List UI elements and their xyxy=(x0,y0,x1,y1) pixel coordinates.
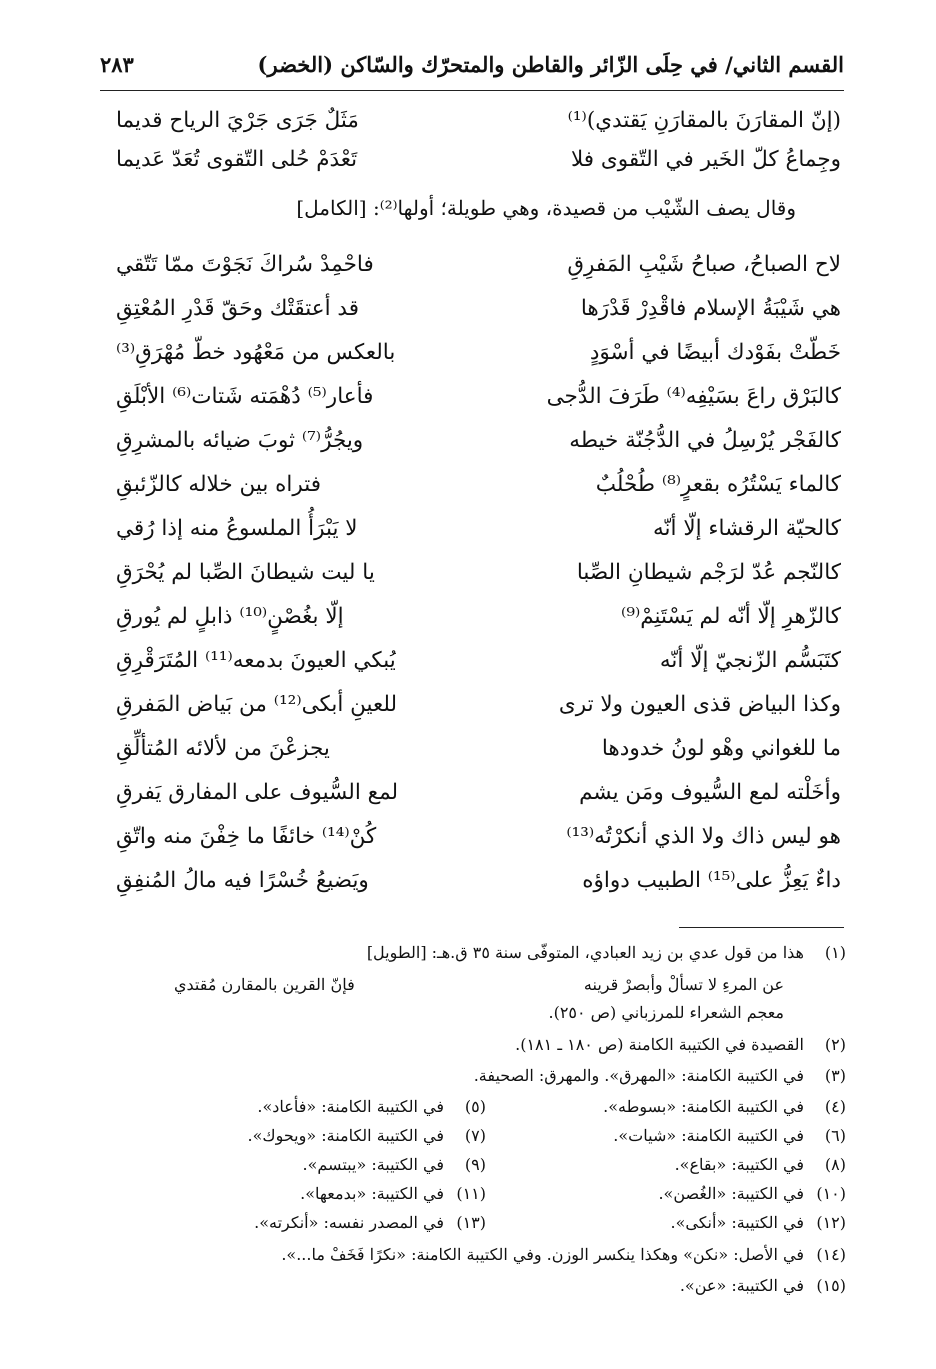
footnote-text: في الكتيبة: «الغُصن». xyxy=(658,1184,804,1203)
footnote-number: (٦) xyxy=(824,1126,846,1145)
first-hemistich: وكذا البياض قذى العيون ولا ترى xyxy=(558,692,841,717)
footnote-text: في الكتيبة الكامنة: «فأعاد». xyxy=(257,1097,444,1116)
poem-verse xyxy=(116,472,841,512)
poem-verse xyxy=(116,384,841,424)
footnote-number: (١) xyxy=(824,943,846,962)
first-hemistich: كالحيّة الرقشاء إلّا أنّه xyxy=(653,516,841,541)
footnote-number: (١٥) xyxy=(816,1276,846,1295)
first-hemistich: هو ليس ذاك ولا الذي أنكرْتُه⁽¹³⁾ xyxy=(566,824,841,849)
poem-verse xyxy=(116,648,841,688)
first-hemistich: كالنّجم عُدّ لرَجْم شيطانِ الصِّبا xyxy=(576,560,841,585)
second-hemistich: لمع السُّيوف على المفارق يَفرقِ xyxy=(116,780,399,805)
poem-verse xyxy=(116,604,841,644)
poem-verse xyxy=(116,736,841,776)
footnote xyxy=(86,1276,846,1302)
page-number: ٢٨٣ xyxy=(100,52,134,77)
first-hemistich: كالزّهرِ إلّا أنّه لم يَسْتَنِمْ⁽⁹⁾ xyxy=(621,604,841,629)
second-hemistich: فأعار⁽⁵⁾ دُهْمَته شَتات⁽⁶⁾ الأبْلَقِ xyxy=(116,384,374,409)
first-hemistich: لاح الصباحُ، صباحُ شَيْبِ المَفرِقِ xyxy=(567,252,841,277)
second-hemistich: فتراه بين خلاله كالزّئبقِ xyxy=(116,472,322,497)
footnote-text: في الكتيبة: «أنكى». xyxy=(670,1213,804,1232)
first-hemistich: كتَبَسُّم الزّنجيّ إلّا أنّه xyxy=(659,648,841,673)
poem-verse xyxy=(116,340,841,380)
footnote-text: القصيدة في الكتيبة الكامنة (ص ١٨٠ ـ ١٨١). xyxy=(515,1035,804,1054)
second-hemistich: يجزعْنَ من لألائه المُتألِّقِ xyxy=(116,736,330,761)
second-hemistich: ويجُرُّ⁽⁷⁾ ثوبَ ضيائه بالمشرِقِ xyxy=(116,428,364,453)
first-hemistich: (إنّ المقارَنَ بالمقارَنِ يَقتدي)⁽¹⁾ xyxy=(567,108,841,133)
header-rule xyxy=(100,90,844,91)
second-hemistich: للعينِ أبكى⁽¹²⁾ من بَياض المَفرقِ xyxy=(116,692,398,717)
second-hemistich: تَعْدَمْ حُلى التّقوى تُعَدّ عَديما xyxy=(116,147,358,172)
footnote-verse xyxy=(174,975,784,1001)
footnote-text: هذا من قول عدي بن زيد العبادي، المتوفّى سنة ٣٥ ق.هـ: [الطويل] xyxy=(366,943,804,962)
first-hemistich: ما للغواني وهْو لونُ خدودها xyxy=(601,736,841,761)
poem-introduction: وقال يصف الشّيْب من قصيدة، وهي طويلة؛ أولها⁽²⁾: [الكامل] xyxy=(296,196,796,220)
footnote-number: (٣) xyxy=(824,1066,846,1085)
footnote xyxy=(86,1245,846,1271)
footnote xyxy=(86,1035,846,1061)
header-title: القسم الثاني/ في حِلَى الزّائر والقاطن والمتحرّك والسّاكن (الخضر) xyxy=(257,52,844,77)
footnote-text: في المصدر نفسه: «أنكرته». xyxy=(254,1213,444,1232)
second-hemistich: يُبكي العيونَ بدمعه⁽¹¹⁾ المُتَرَقْرِقِ xyxy=(116,648,396,673)
footnote-rule xyxy=(679,927,844,928)
footnote-number: (٥) xyxy=(464,1097,486,1116)
poem-verse xyxy=(116,868,841,908)
footnote-number: (٢) xyxy=(824,1035,846,1054)
footnote-text: في الكتيبة: «يبتسم». xyxy=(302,1155,444,1174)
second-hemistich: كُنْ⁽¹⁴⁾ خائفًا ما خِفْنَ منه واتّقِ xyxy=(116,824,377,849)
footnote-text: في الأصل: «نكن» وهكذا ينكسر الوزن. وفي الكتيبة الكامنة: «نكرًا فَخَفْ ما...». xyxy=(281,1245,804,1264)
poem-verse xyxy=(116,780,841,820)
footnote-number: (٩) xyxy=(464,1155,486,1174)
footnote-text: في الكتيبة الكامنة: «شيات». xyxy=(613,1126,804,1145)
second-hemistich: قد أعتقَتْك وحَقّ قَدْرِ المُعْتِقِ xyxy=(116,296,359,321)
first-hemistich: كالبَرْق راعَ بسَيْفِه⁽⁴⁾ طَرَفَ الدُّجى xyxy=(546,384,841,409)
first-hemistich: هي شَيْبَةُ الإسلام فاقْدِرْ قَدْرَها xyxy=(580,296,841,321)
footnote-text: في الكتيبة الكامنة: «ويحوك». xyxy=(247,1126,444,1145)
footnote-number: (١٠) xyxy=(816,1184,846,1203)
first-hemistich: خَطّتْ بفَوْدك أبيضًا في أسْوَدٍ xyxy=(589,340,841,365)
footnote-text: في الكتيبة: «بدمعها». xyxy=(300,1184,444,1203)
second-hemistich: مَثَلٌ جَرَى جَرْيَ الرياح قديما xyxy=(116,108,359,133)
footnote-number: (١٤) xyxy=(816,1245,846,1264)
footnote-number: (٧) xyxy=(464,1126,486,1145)
second-hemistich: لا يَبْرَأُ الملسوعُ منه إذا رُقي xyxy=(116,516,358,541)
top-verse-1 xyxy=(116,108,841,148)
top-verse-2 xyxy=(116,147,841,187)
footnote-text: في الكتيبة الكامنة: «المهرق». والمهرق: الصحيفة. xyxy=(473,1066,804,1085)
first-hemistich: كالماء يَسْتُرُه بقعرٍ⁽⁸⁾ طُحْلُبٌ xyxy=(595,472,841,497)
first-hemistich: عن المرءِ لا تسألْ وأبصرْ قرينه xyxy=(583,975,784,994)
footnote-number: (٤) xyxy=(824,1097,846,1116)
footnote-text: في الكتيبة الكامنة: «بسوطه». xyxy=(603,1097,804,1116)
footnote-text: في الكتيبة: «عن». xyxy=(679,1276,804,1295)
running-header xyxy=(100,46,844,96)
second-hemistich: بالعكس من مَعْهُود خطّ مُهْرَقِ⁽³⁾ xyxy=(116,340,396,365)
second-hemistich: إلّا بغُصْنٍ⁽¹⁰⁾ ذابلٍ لم يُورقِ xyxy=(116,604,344,629)
poem-verse xyxy=(116,296,841,336)
footnote-number: (١٢) xyxy=(816,1213,846,1232)
footnote-number: (١١) xyxy=(456,1184,486,1203)
poem-verse xyxy=(116,692,841,732)
second-hemistich: فاحْمِدْ سُراكَ نَجَوْتَ ممّا تَتّقي xyxy=(116,252,374,277)
footnote-number: (١٣) xyxy=(456,1213,486,1232)
footnote-source: معجم الشعراء للمرزباني (ص ٢٥٠). xyxy=(548,1003,784,1022)
footnote xyxy=(86,1066,846,1092)
first-hemistich: كالفَجْر يُرْسِلُ في الدُّجُنّة خيطه xyxy=(569,428,841,453)
first-hemistich: داءٌ يَعِزُّ على⁽¹⁵⁾ الطبيب دواؤه xyxy=(582,868,841,893)
footnote-text: في الكتيبة: «بقاع». xyxy=(674,1155,804,1174)
first-hemistich: وأخَلْته لمع السُّيوف ومَن يشم xyxy=(579,780,841,805)
footnote xyxy=(86,943,846,969)
footnote-number: (٨) xyxy=(824,1155,846,1174)
second-hemistich: ويَضيعُ خُسْرًا فيه مالُ المُنفِقِ xyxy=(116,868,369,893)
first-hemistich: وجِماعُ كلّ الخَير في التّقوى فلا xyxy=(570,147,841,172)
second-hemistich: فإنّ القرين بالمقارن مُقتدي xyxy=(174,975,355,994)
poem-verse xyxy=(116,428,841,468)
poem-verse xyxy=(116,560,841,600)
second-hemistich: يا ليت شيطانَ الصِّبا لم يُحْرَقِ xyxy=(116,560,375,585)
poem-verse xyxy=(116,252,841,292)
poem-verse xyxy=(116,824,841,864)
poem-verse xyxy=(116,516,841,556)
